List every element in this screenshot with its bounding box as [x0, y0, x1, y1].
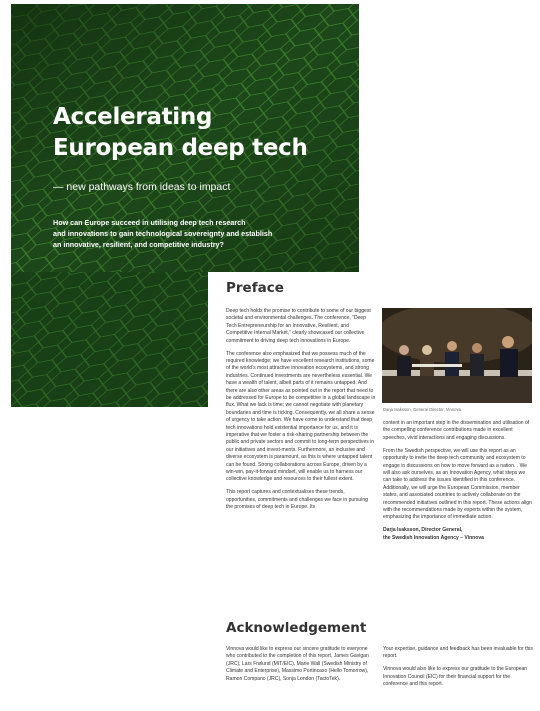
cover-question: [53, 217, 353, 250]
cover-image: [11, 4, 359, 272]
paragraph: This report captures and contextualises these trends, opportunities, commitments and challenges we face in pursuing the promises of deep tech in Europe. Its: [226, 489, 368, 511]
cover-question-line: an innovative, resilient, and competitive industry?: [53, 240, 224, 249]
paragraph: content in an important step in the dissemination and utilisation of the compelling conference contributions made in excellent speeches, vivid interactions and engaging discussions.: [383, 420, 530, 441]
acknowledgement-left-column: [226, 646, 376, 689]
cover-title-line: European deep tech: [53, 135, 308, 161]
cover-subtitle: — new pathways from ideas to impact: [53, 181, 231, 193]
cover-image-extension: [11, 272, 208, 407]
conference-photo: [382, 308, 532, 403]
signature: [383, 527, 533, 542]
cover-title: [53, 102, 353, 164]
paragraph: From the Swedish perspective, we will use this report as an opportunity to invite the deep tech community and ecosystem to engage in discussions on how to move forward as a nation. . We will also ask ourselves, as an Innovation Agency, what steps we can take to address the issues identified in this conference. Additionally, we will urge the European Commission, member states, and associated countries to actively collaborate on the recommended initiatives outlined in this report. These actions align with the recommendations made by experts within the system, emphasizing the importance of immediate action.: [383, 447, 532, 521]
acknowledgement-right-column: [383, 646, 533, 694]
paragraph: Vinnova would also like to express our gratitude to the European Innovation Council (EIC) for their financial support for the conference and this report.: [383, 666, 528, 688]
photo-caption: Darja Isaksson, General Director, Vinnova.: [383, 407, 463, 412]
paragraph: Deep tech holds the promise to contribute to some of our biggest societal and environmental challenges. The conference, “Deep Tech Entrepreneurship for an Innovative, Resilient, and Competitive Internal Market,” clearly showcased our collective commitment to driving deep tech innovations in Europe.: [226, 308, 371, 344]
hexagon-pattern: [11, 272, 208, 407]
preface-left-column: [226, 308, 376, 517]
conference-stage-illustration: [382, 308, 532, 403]
signature-line: the Swedish Innovation Agency – Vinnova: [383, 534, 484, 541]
preface-heading: Preface: [226, 280, 284, 296]
paragraph: The conference also emphasized that we possess much of the required knowledge; we have excellent research institutions, some of the world’s most attractive innovation ecosystems, and strong industries. Continued investments are nevertheless essential. We have a wealth of talent, albeit parts of it remains untapped. And there are also other areas as pointed out in the report that need to be addressed for Europe to be competitive in a global landscape in flux. What we lack is time; we cannot negotiate with planetary boundaries and time is ticking. Consequently, we all share a sense of urgency to take action. We have come to understand that deep tech innovations hold existential importance for us, and it is imperative that we foster a risk-sharing partnership between the public and private sectors and commit to long-term perspectives in our initiatives and invest-ments. Furthermore, an inclusive and diverse ecosystem is paramount, as this is where untapped talent can be found. Strong collaborations across Europe, driven by a win-win, pay-it-forward mindset, will enable us to harness our collective knowledge and resources to their fullest extent.: [226, 350, 376, 483]
cover-title-line: Accelerating: [53, 104, 213, 130]
paragraph: Your expertise, guidance and feedback has been invaluable for this report.: [383, 646, 533, 660]
signature-line: Darja Isaksson, Director General,: [383, 527, 463, 534]
preface-right-column: [383, 420, 533, 548]
acknowledgement-heading: Acknowledgement: [226, 620, 367, 636]
cover-question-line: and innovations to gain technological sovereignty and establish: [53, 229, 273, 238]
paragraph: Vinnova would like to express our sincere gratitude to everyone who contributed to the completion of this report, James Gavigan (JRC), Lars Frølund (MIT/EIC), Marie Wall (Swedish Ministry of Climate and Enterprise), Massimo Portincaso (Hello Tomorrow), Ramon Compano (JRC), Sonja London (TactoTek).: [226, 646, 369, 682]
cover-question-line: How can Europe succeed in utilising deep tech research: [53, 218, 246, 227]
